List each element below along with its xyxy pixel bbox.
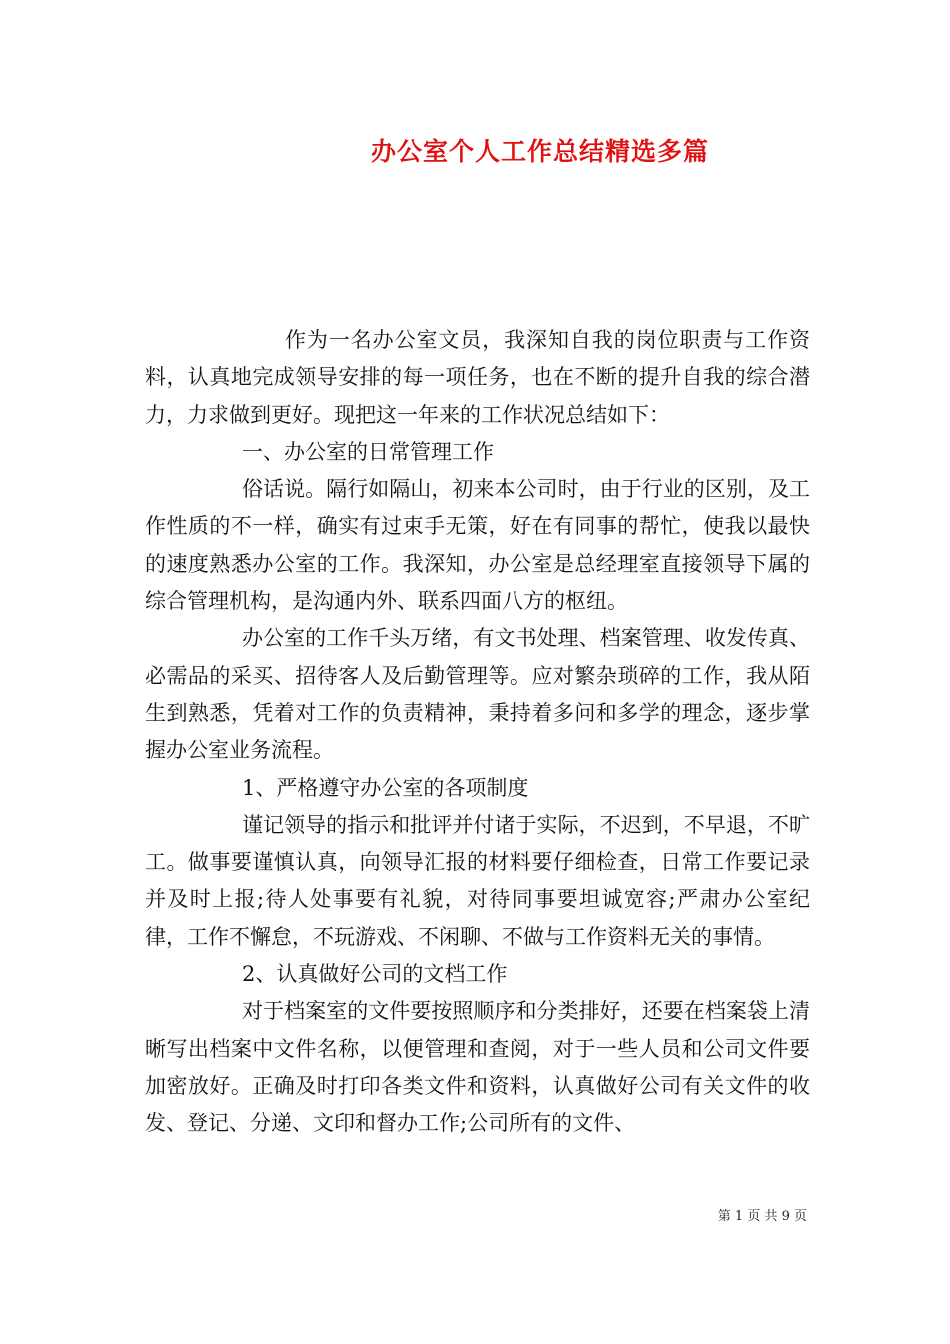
intro-paragraph: 作为一名办公室文员，我深知自我的岗位职责与工作资料，认真地完成领导安排的每一项任务，也在不断的提升自我的综合潜力，力求做到更好。现把这一年来的工作状况总结如下： bbox=[145, 328, 810, 427]
body-paragraph: 办公室的工作千头万绪，有文书处理、档案管理、收发传真、必需品的采买、招待客人及后勤管理等。应对繁杂琐碎的工作，我从陌生到熟悉，凭着对工作的负责精神，秉持着多问和多学的理念，逐步掌握办公室业务流程。 bbox=[145, 626, 810, 763]
body-paragraph: 谨记领导的指示和批评并付诸于实际，不迟到，不早退，不旷工。做事要谨慎认真，向领导汇报的材料要仔细检查，日常工作要记录并及时上报;待人处事要有礼貌，对待同事要坦诚宽容;严肃办公室纪律，工作不懈怠，不玩游戏、不闲聊、不做与工作资料无关的事情。 bbox=[145, 812, 810, 949]
subsection-heading-2: 2、认真做好公司的文档工作 bbox=[242, 962, 508, 987]
subsection-heading-1: 1、严格遵守办公室的各项制度 bbox=[242, 775, 529, 800]
section-heading-1: 一、办公室的日常管理工作 bbox=[242, 439, 494, 464]
page-number-footer: 第 1 页 共 9 页 bbox=[717, 1209, 807, 1224]
body-paragraph: 对于档案室的文件要按照顺序和分类排好，还要在档案袋上清晰写出档案中文件名称，以便管理和查阅，对于一些人员和公司文件要加密放好。正确及时打印各类文件和资料，认真做好公司有关文件的收发、登记、分递、文印和督办工作;公司所有的文件、 bbox=[145, 999, 810, 1136]
document-body bbox=[145, 322, 810, 1143]
document-title: 办公室个人工作总结精选多篇 bbox=[370, 137, 709, 166]
body-paragraph: 俗话说。隔行如隔山，初来本公司时，由于行业的区别，及工作性质的不一样，确实有过束手无策，好在有同事的帮忙，使我以最快的速度熟悉办公室的工作。我深知，办公室是总经理室直接领导下属的综合管理机构，是沟通内外、联系四面八方的枢纽。 bbox=[145, 477, 810, 614]
